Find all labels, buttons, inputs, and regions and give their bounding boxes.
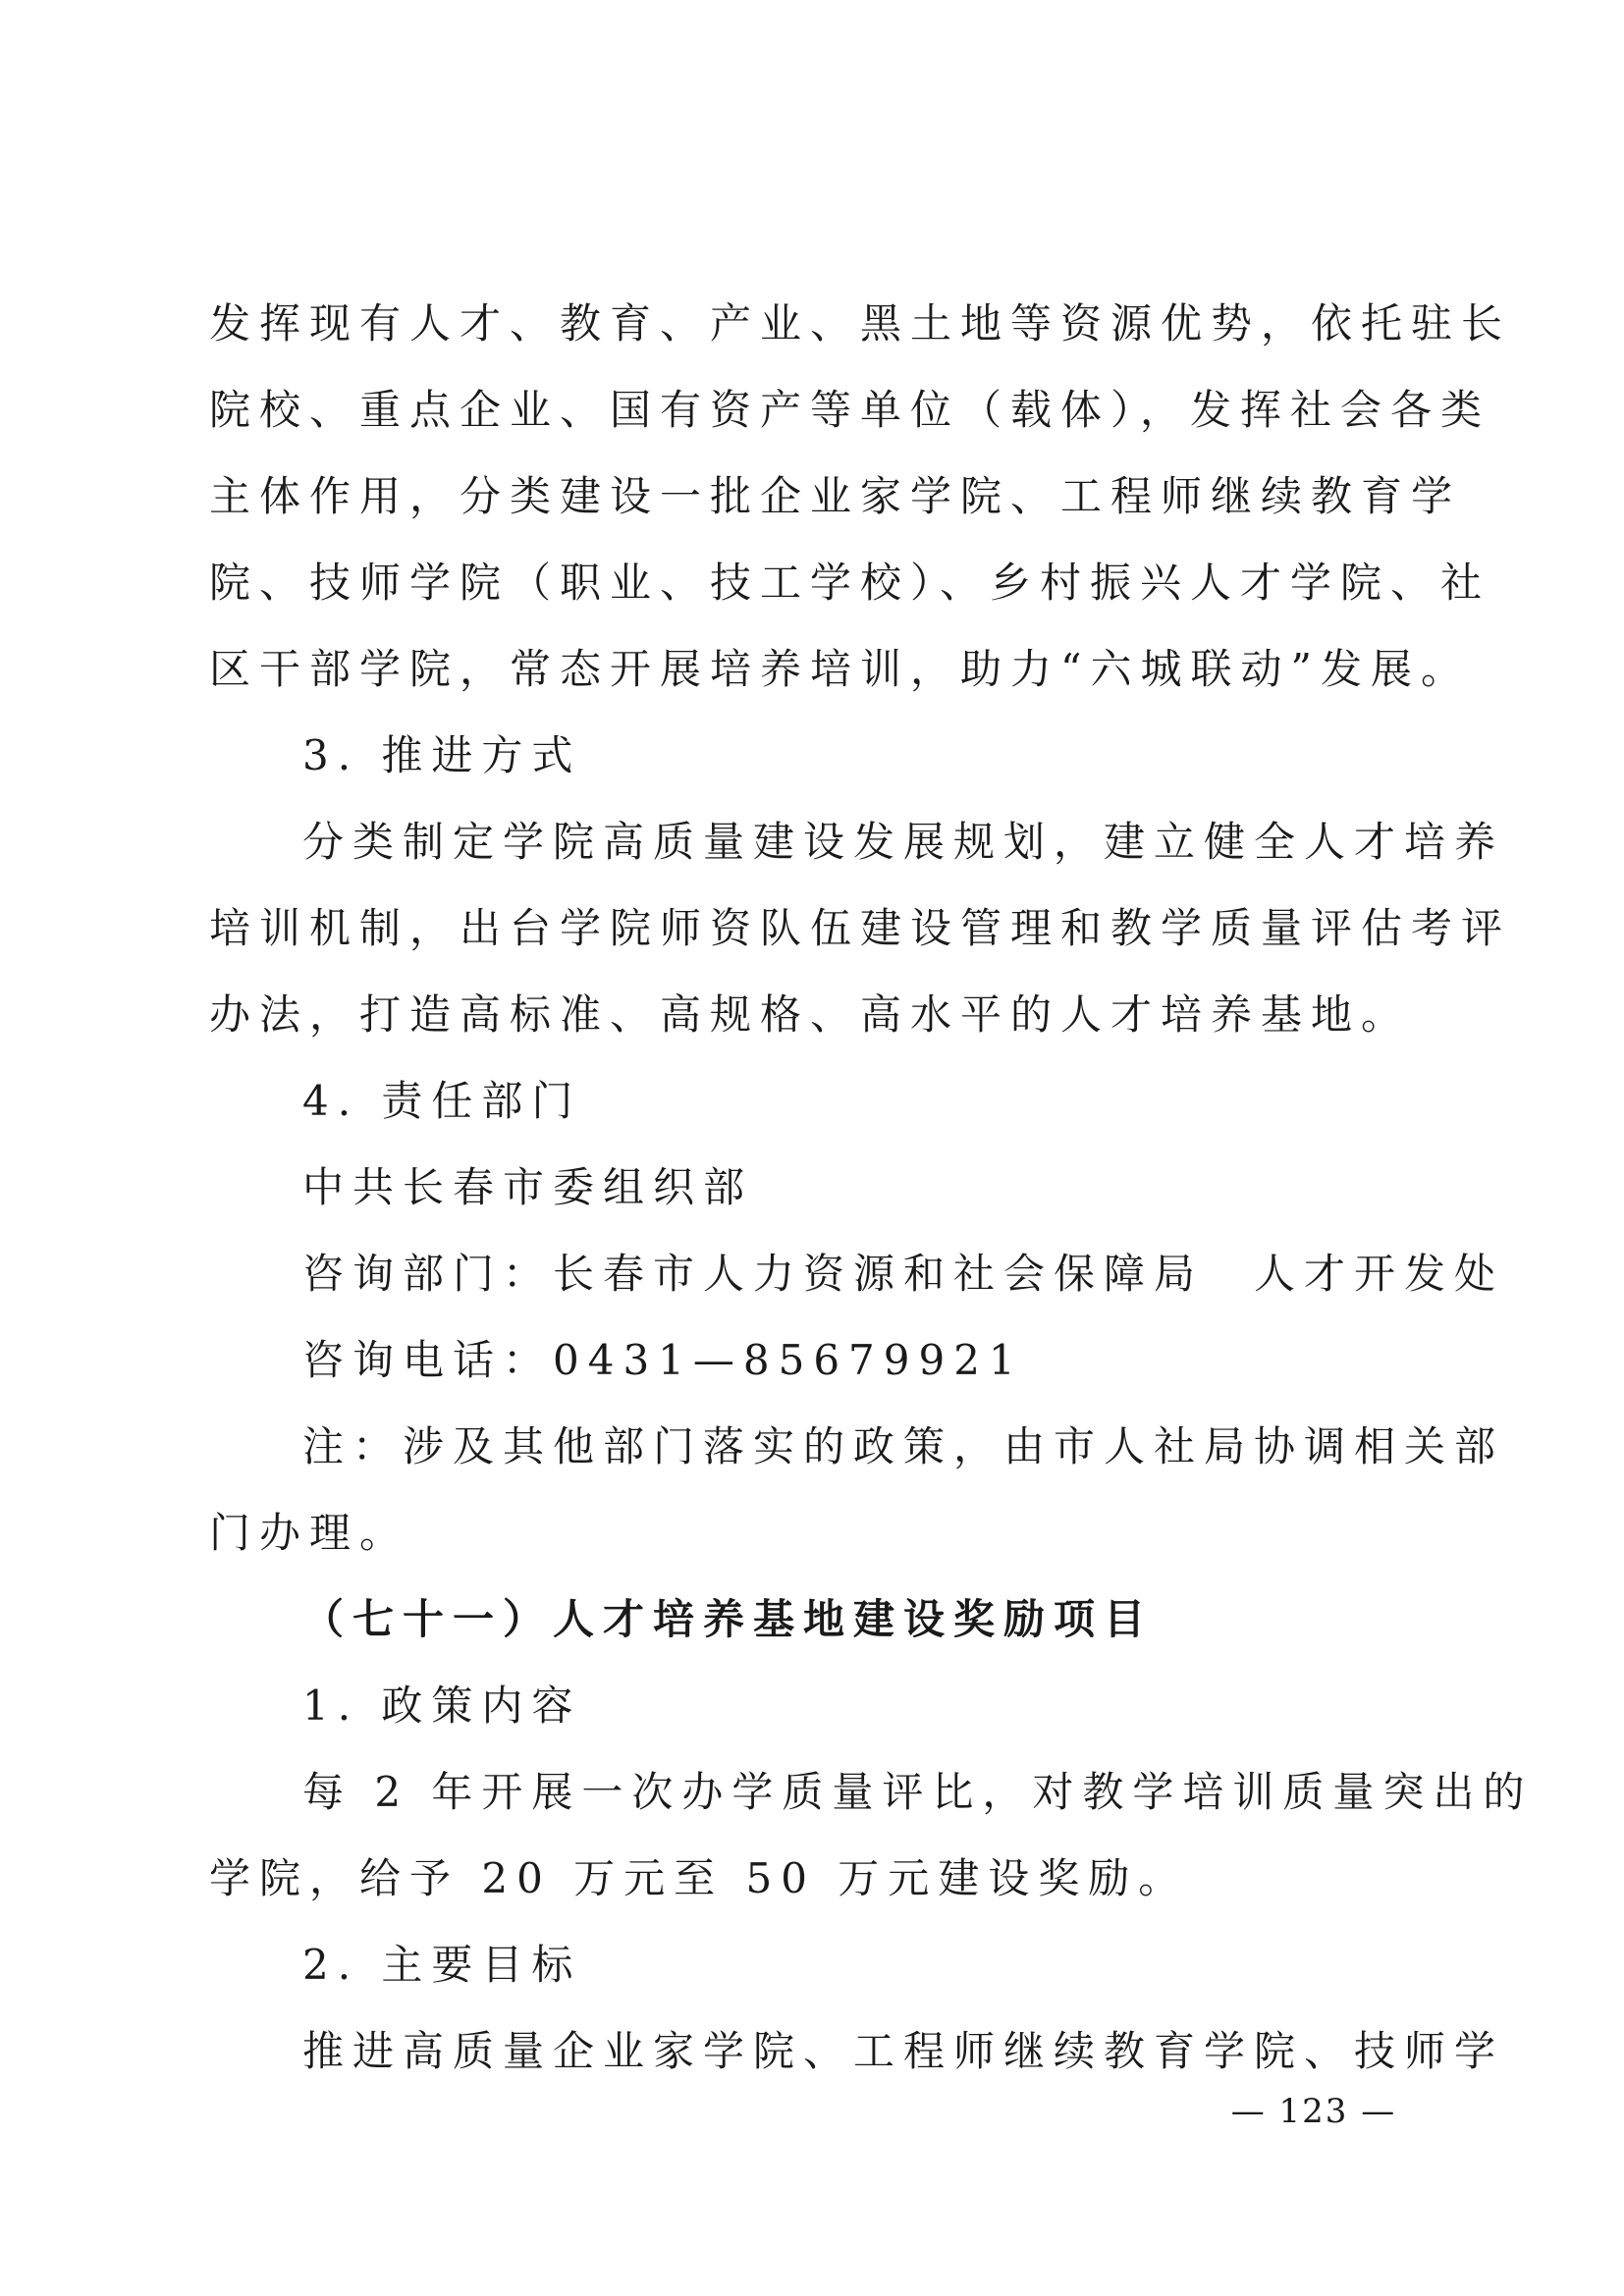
note-line: 注：涉及其他部门落实的政策，由市人社局协调相关部 — [302, 1422, 1505, 1470]
paragraph-line: 培训机制，出台学院师资队伍建设管理和教学质量评估考评 — [209, 904, 1512, 952]
paragraph-line: 院校、重点企业、国有资产等单位（载体），发挥社会各类 — [209, 386, 1491, 434]
project-title: （七十一）人才培养基地建设奖励项目 — [302, 1595, 1155, 1643]
section-heading-goals: 2. 主要目标 — [302, 1941, 582, 1989]
paragraph-line: 区干部学院，常态开展培养培训，助力“六城联动”发展。 — [209, 645, 1471, 693]
section-heading-policy: 1. 政策内容 — [302, 1682, 582, 1730]
paragraph-line: 每 2 年开展一次办学质量评比，对教学培训质量突出的 — [302, 1768, 1534, 1816]
responsible-department: 中共长春市委组织部 — [302, 1163, 754, 1211]
page-number: — 123 — — [1230, 2092, 1397, 2131]
paragraph-line: 院、技师学院（职业、技工学校）、乡村振兴人才学院、社 — [209, 559, 1491, 607]
paragraph-line: 发挥现有人才、教育、产业、黑土地等资源优势，依托驻长 — [209, 299, 1512, 347]
paragraph-line: 分类制定学院高质量建设发展规划，建立健全人才培养 — [302, 818, 1505, 866]
note-line: 门办理。 — [209, 1509, 410, 1557]
section-heading-approach: 3. 推进方式 — [302, 731, 582, 779]
paragraph-line: 办法，打造高标准、高规格、高水平的人才培养基地。 — [209, 990, 1412, 1039]
paragraph-line: 主体作用，分类建设一批企业家学院、工程师继续教育学 — [209, 472, 1462, 520]
paragraph-line: 推进高质量企业家学院、工程师继续教育学院、技师学 — [302, 2027, 1505, 2075]
paragraph-line: 学院，给予 20 万元至 50 万元建设奖励。 — [209, 1854, 1189, 1902]
consult-department: 咨询部门：长春市人力资源和社会保障局 人才开发处 — [302, 1250, 1505, 1298]
section-heading-department: 4. 责任部门 — [302, 1077, 582, 1125]
consult-phone: 咨询电话：0431—85679921 — [302, 1336, 1024, 1384]
